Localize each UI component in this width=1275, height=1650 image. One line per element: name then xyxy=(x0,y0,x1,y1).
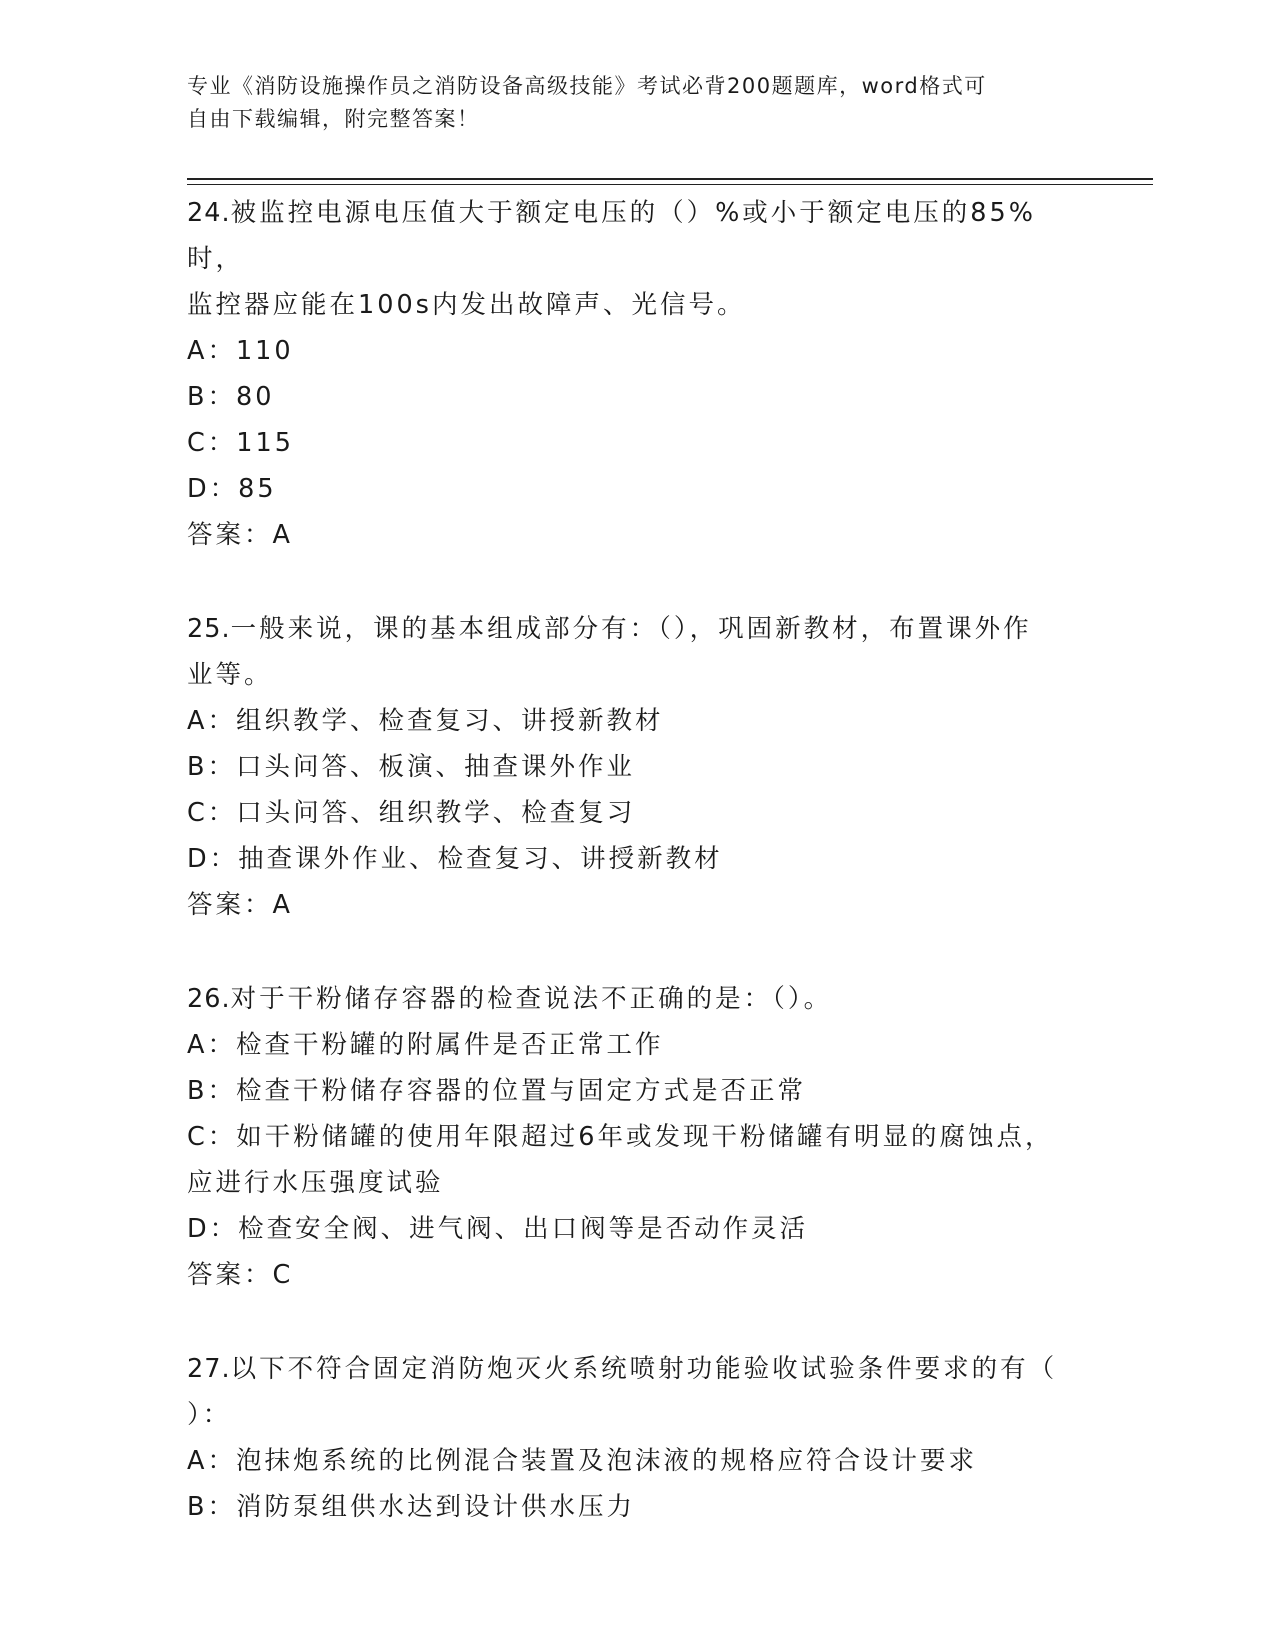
question-list xyxy=(187,190,1067,1578)
answer: 答案：A xyxy=(187,520,293,550)
question-text xyxy=(187,606,1067,652)
header-line-2: 自由下载编辑，附完整答案！ xyxy=(187,107,480,131)
header-divider-thick xyxy=(187,178,1153,180)
option-d: D：检查安全阀、进气阀、出口阀等是否动作灵活 xyxy=(187,1214,809,1244)
option-b: B：80 xyxy=(187,382,275,412)
option-c-continued: 应进行水压强度试验 xyxy=(187,1168,444,1198)
option-c: C：口头问答、组织教学、检查复习 xyxy=(187,798,636,828)
question-text-line: 对于干粉储存容器的检查说法不正确的是：（）。 xyxy=(230,984,833,1014)
question-text-line: 以下不符合固定消防炮灭火系统喷射功能验收试验条件要求的有（ xyxy=(230,1354,1058,1384)
option-d: D：抽查课外作业、检查复习、讲授新教材 xyxy=(187,844,723,874)
header-divider-thin xyxy=(187,184,1153,185)
question-27 xyxy=(187,1346,1067,1530)
question-25 xyxy=(187,606,1067,928)
document-header xyxy=(187,70,1087,136)
question-number: 24. xyxy=(187,198,231,228)
question-text xyxy=(187,976,1067,1022)
option-b: B：消防泵组供水达到设计供水压力 xyxy=(187,1492,635,1522)
question-number: 26. xyxy=(187,984,231,1014)
option-a: A：组织教学、检查复习、讲授新教材 xyxy=(187,706,664,736)
question-text-line: 监控器应能在100s内发出故障声、光信号。 xyxy=(187,290,746,320)
option-d: D：85 xyxy=(187,474,277,504)
question-number: 25. xyxy=(187,614,231,644)
question-text xyxy=(187,190,1067,282)
question-number: 27. xyxy=(187,1354,231,1384)
question-26 xyxy=(187,976,1067,1298)
header-line-1: 专业《消防设施操作员之消防设备高级技能》考试必背200题题库，word格式可 xyxy=(187,74,987,98)
question-24 xyxy=(187,190,1067,558)
answer: 答案：C xyxy=(187,1260,294,1290)
option-c: C：115 xyxy=(187,428,294,458)
option-b: B：口头问答、板演、抽查课外作业 xyxy=(187,752,635,782)
option-a: A：泡抹炮系统的比例混合装置及泡沫液的规格应符合设计要求 xyxy=(187,1446,977,1476)
option-c: C：如干粉储罐的使用年限超过6年或发现干粉储罐有明显的腐蚀点， xyxy=(187,1122,1054,1152)
answer: 答案：A xyxy=(187,890,293,920)
question-text-line: ）： xyxy=(187,1400,232,1430)
question-text-line: 被监控电源电压值大于额定电压的（）%或小于额定电压的85%时， xyxy=(187,198,1036,274)
question-text xyxy=(187,1346,1067,1392)
question-text-line: 一般来说，课的基本组成部分有：（），巩固新教材，布置课外作 xyxy=(230,614,1032,644)
question-text-line: 业等。 xyxy=(187,660,273,690)
option-a: A：检查干粉罐的附属件是否正常工作 xyxy=(187,1030,664,1060)
option-b: B：检查干粉储存容器的位置与固定方式是否正常 xyxy=(187,1076,806,1106)
option-a: A：110 xyxy=(187,336,294,366)
